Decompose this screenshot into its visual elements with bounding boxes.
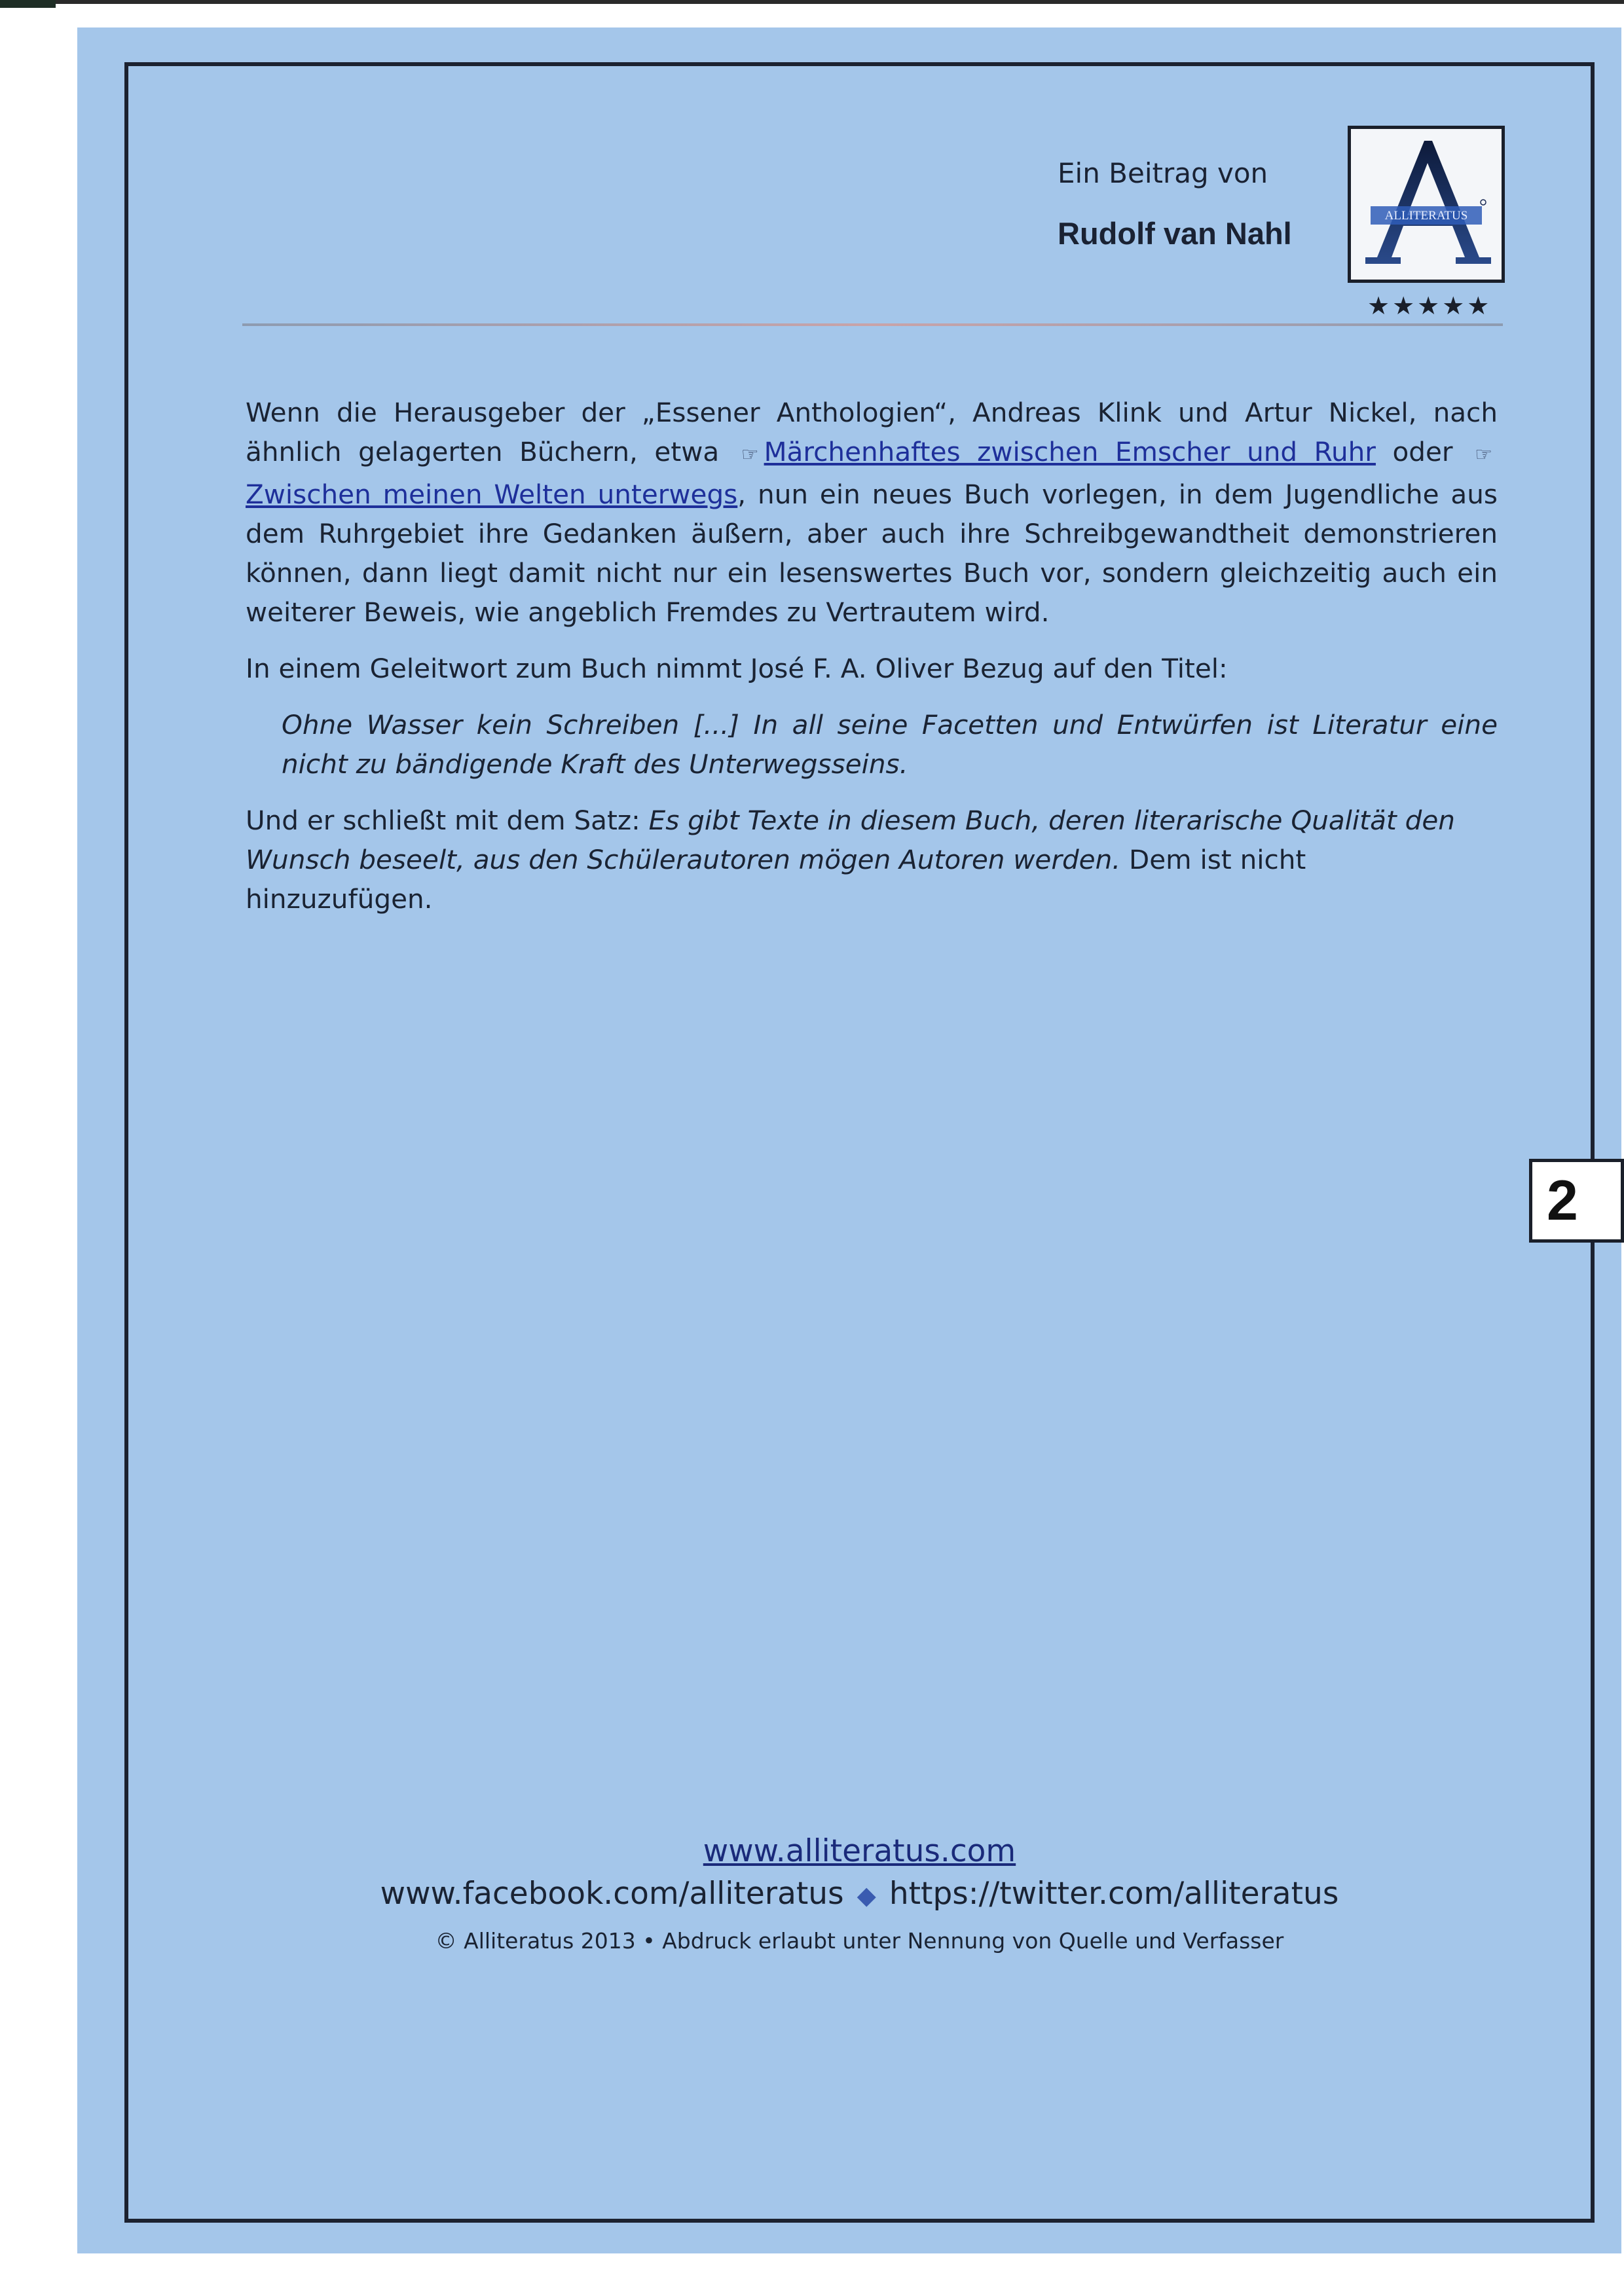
footer-copyright: © Alliteratus 2013 • Abdruck erlaubt unter Nennung von Quelle und Verfasser [435, 1928, 1284, 1954]
closing-lead: Und er schließt mit dem Satz: [246, 805, 640, 836]
paragraph-intro-part3: , nun ein neues Buch vorlegen, in dem Jugendliche aus dem Ruhrgebiet ihre Gedanken äußern, aber auch ihre Schreibgewandtheit demonstrieren können, dann liegt damit nicht nur ein lesenswertes Buch vor, sondern gleichzeitig auch ein weiterer Beweis, wie angeblich Fremdes zu Vertrautem wird. [246, 479, 1498, 628]
rating-stars: ★★★★★ [1367, 291, 1492, 320]
footer-facebook[interactable]: www.facebook.com/alliteratus [380, 1876, 844, 1912]
block-quote: Ohne Wasser kein Schreiben [...] In all seine Facetten und Entwürfen ist Literatur eine nicht zu bändigende Kraft des Unterwegsseins. [282, 709, 1498, 780]
paragraph-geleitwort: In einem Geleitwort zum Buch nimmt José F. A. Oliver Bezug auf den Titel: [246, 653, 1228, 684]
footer-website-row [124, 1833, 1595, 1869]
paragraph-intro [246, 393, 1498, 632]
byline-intro: Ein Beitrag von [1058, 157, 1268, 189]
closing-quote: Es gibt Texte in diesem Buch, deren literarische Qualität den Wunsch beseelt, aus den Schülerautoren mögen Autoren werden. [246, 805, 1455, 875]
footer-website-link[interactable]: www.alliteratus.com [703, 1833, 1016, 1869]
byline [1058, 157, 1292, 251]
paragraph-closing [246, 801, 1498, 919]
article-body [246, 393, 1498, 919]
pointing-hand-icon: ☞ [1475, 443, 1493, 466]
pointing-hand-icon: ☞ [741, 443, 759, 466]
paragraph-intro-part2: oder [1392, 436, 1453, 467]
header-divider [242, 323, 1503, 326]
diamond-icon: ◆ [857, 1881, 876, 1910]
link-maerchenhaftes[interactable]: Märchenhaftes zwischen Emscher und Ruhr [764, 436, 1376, 467]
scan-top-edge [0, 0, 1624, 4]
closing-tail: Dem ist nicht hinzuzufügen. [246, 844, 1306, 915]
logo-wordmark: ALLITERATUS [1384, 209, 1468, 223]
page-number: 2 [1529, 1159, 1624, 1243]
byline-author: Rudolf van Nahl [1058, 216, 1292, 251]
scan-corner-mark [0, 0, 56, 8]
alliteratus-logo-icon [1348, 126, 1505, 283]
paragraph-intro-part1: Wenn die Herausgeber der „Essener Anthologien“, Andreas Klink und Artur Nickel, nach ähnlich gelagerten Büchern, etwa [246, 397, 1498, 467]
footer-twitter[interactable]: https://twitter.com/alliteratus [889, 1876, 1339, 1912]
link-zwischen-meinen-welten[interactable]: Zwischen meinen Welten unterwegs [246, 479, 738, 510]
footer-social-row [124, 1876, 1595, 1912]
